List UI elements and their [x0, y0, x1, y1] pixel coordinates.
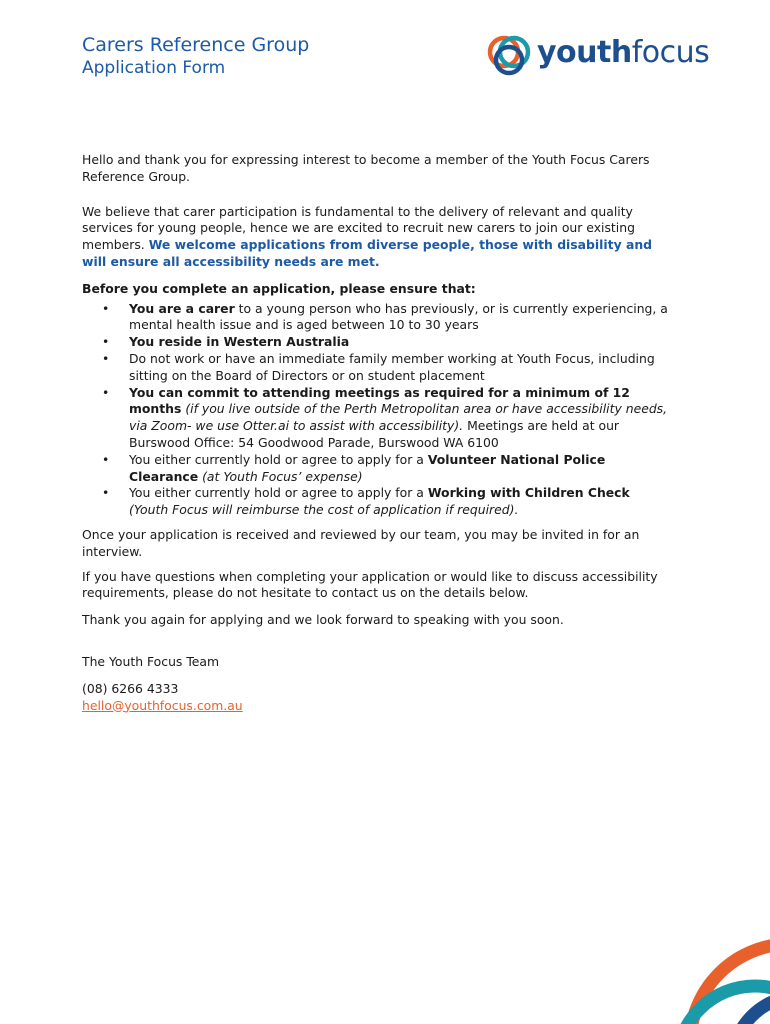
interview-paragraph: Once your application is received and reviewed by our team, you may be invited in for an interview. — [82, 526, 640, 559]
list-item: • You are a carer to a young person who has previously, or is currently experiencing, a mental health issue and is aged between 10 to 30 years — [102, 300, 668, 333]
list-item: • You either currently hold or agree to apply for a Volunteer National Police Clearance (at Youth Focus’ expense) — [102, 451, 606, 484]
accessibility-emphasis: We welcome applications from diverse people, those with disability and will ensure all accessibility needs are met. — [82, 237, 653, 269]
signoff: The Youth Focus Team — [82, 653, 220, 669]
list-item: • You reside in Western Australia — [102, 334, 350, 350]
youthfocus-logo — [484, 30, 714, 78]
list-item: • Do not work or have an immediate family member working at Youth Focus, including sitting on the Board of Directors or on student placement — [102, 350, 655, 383]
contact-email-link[interactable]: hello@youthfocus.com.au — [82, 697, 243, 713]
thanks-paragraph: Thank you again for applying and we look forward to speaking with you soon. — [82, 612, 564, 628]
letter-body — [82, 152, 670, 714]
contact-phone: (08) 6266 4333 — [82, 680, 179, 696]
requirements-list — [82, 301, 670, 519]
intro-paragraph: Hello and thank you for expressing interest to become a member of the Youth Focus Carers Reference Group. — [82, 152, 650, 184]
belief-paragraph: We believe that carer participation is fundamental to the delivery of relevant and quality services for young people, hence we are excited to recruit new carers to join our existing members. We welcome applications from diverse people, those with disability and will ensure all accessibility needs are met. — [82, 203, 653, 269]
questions-paragraph: If you have questions when completing your application or would like to discuss accessibility requirements, please do not hesitate to contact us on the details below. — [82, 568, 658, 601]
list-item: • You can commit to attending meetings as required for a minimum of 12 months (if you live outside of the Perth Metropolitan area or have accessibility needs, via Zoom- we use Otter.ai to assist with accessibility). Meetings are held at our Burswood Office: 54 Goodwood Parade, Burswood WA 6100 — [102, 384, 668, 450]
logo-wordmark: youthfocus — [537, 35, 710, 70]
page-title: Carers Reference Group — [82, 34, 310, 56]
list-item: • You either currently hold or agree to apply for a Working with Children Check (Youth Focus will reimburse the cost of application if required). — [102, 485, 630, 518]
youthfocus-logo-icon — [484, 30, 536, 78]
page-subtitle: Application Form — [82, 58, 226, 78]
decorative-logo-arcs-icon — [660, 914, 770, 1024]
requirements-heading: Before you complete an application, please ensure that: — [82, 280, 476, 296]
